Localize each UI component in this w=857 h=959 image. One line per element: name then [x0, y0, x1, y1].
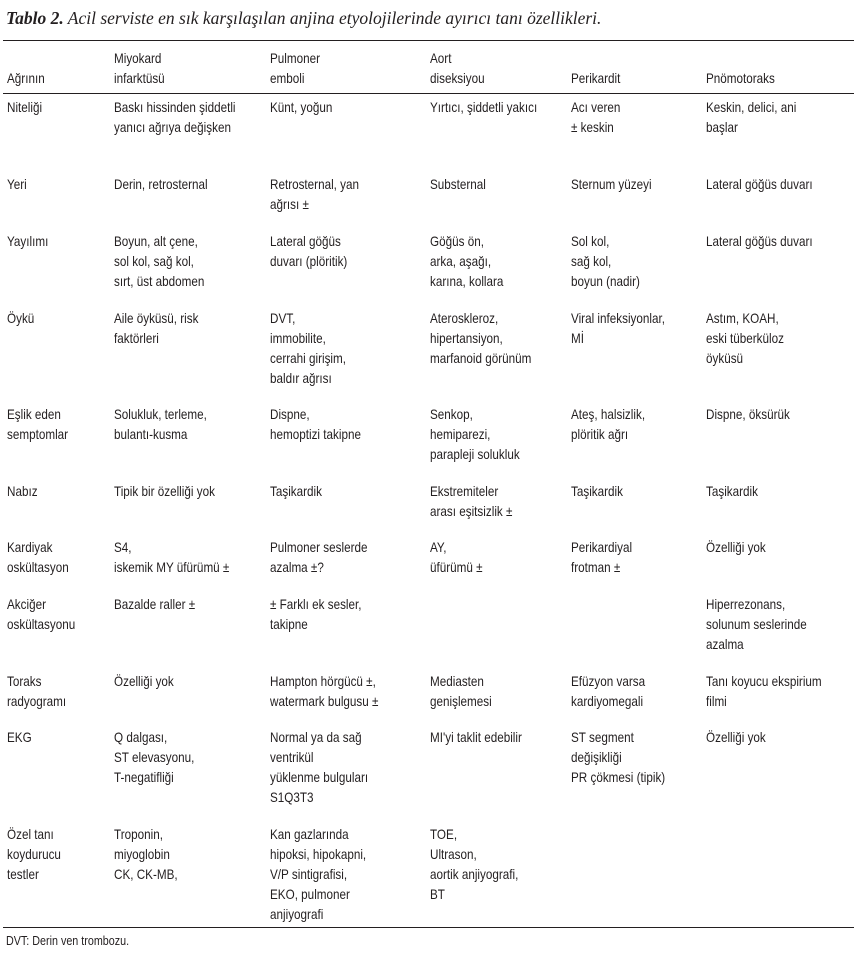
- table-cell: Normal ya da sağ ventrikül yüklenme bulguları S1Q3T3: [270, 730, 369, 805]
- row-label: Kardiyak oskültasyon: [7, 540, 69, 575]
- table-cell: Ateroskleroz, hipertansiyon, marfanoid görünüm: [430, 311, 532, 366]
- table-cell: Troponin, miyoglobin CK, CK-MB,: [114, 827, 178, 882]
- table-cell: Lateral göğüs duvarı: [706, 177, 813, 192]
- column-header-row-label: Ağrının: [7, 71, 45, 86]
- table-cell: Acı veren ± keskin: [571, 100, 621, 135]
- table-cell: ± Farklı ek sesler, takipne: [270, 597, 362, 632]
- table-cell: Pulmoner seslerde azalma ±?: [270, 540, 368, 575]
- table-cell: Efüzyon varsa kardiyomegali: [571, 674, 646, 709]
- row-label: EKG: [7, 730, 32, 745]
- table-cell: Tanı koyucu ekspirium filmi: [706, 674, 822, 709]
- table-cell: ST segment değişikliği PR çökmesi (tipik): [571, 730, 666, 785]
- table-cell: Perikardiyal frotman ±: [571, 540, 633, 575]
- row-label: Toraks radyogramı: [7, 674, 67, 709]
- column-header-aort-diseksiyou: Aort diseksiyou: [430, 51, 485, 86]
- table-cell: Taşikardik: [706, 484, 758, 499]
- table-header-rule: [3, 93, 854, 94]
- table-cell: Sternum yüzeyi: [571, 177, 652, 192]
- table-cell: MI'yi taklit edebilir: [430, 730, 522, 745]
- table-cell: Lateral göğüs duvarı: [706, 234, 813, 249]
- table-cell: Kan gazlarında hipoksi, hipokapni, V/P sintigrafisi, EKO, pulmoner anjiyografi: [270, 827, 367, 922]
- row-label: Yayılımı: [7, 234, 49, 249]
- table-cell: Hiperrezonans, solunum seslerinde azalma: [706, 597, 807, 652]
- table-cell: Göğüs ön, arka, aşağı, karına, kollara: [430, 234, 504, 289]
- table-cell: Tipik bir özelliği yok: [114, 484, 215, 499]
- table-cell: Taşikardik: [571, 484, 623, 499]
- column-header-perikardit: Perikardit: [571, 71, 621, 86]
- table-cell: Substernal: [430, 177, 486, 192]
- table-cell: Özelliği yok: [114, 674, 174, 689]
- table-cell: Lateral göğüs duvarı (plöritik): [270, 234, 348, 269]
- column-header-pnomotoraks: Pnömotoraks: [706, 71, 775, 86]
- table-cell: Solukluk, terleme, bulantı-kusma: [114, 407, 207, 442]
- table-cell: Ateş, halsizlik, plöritik ağrı: [571, 407, 646, 442]
- row-label: Özel tanı koydurucu testler: [7, 827, 61, 882]
- row-label: Niteliği: [7, 100, 43, 115]
- table-cell: DVT, immobilite, cerrahi girişim, baldır ağrısı: [270, 311, 347, 386]
- row-label: Akciğer oskültasyonu: [7, 597, 76, 632]
- table-cell: Derin, retrosternal: [114, 177, 208, 192]
- table-cell: Senkop, hemiparezi, parapleji solukluk: [430, 407, 520, 462]
- row-label: Öykü: [7, 311, 35, 326]
- table-cell: Keskin, delici, ani başlar: [706, 100, 797, 135]
- row-label: Yeri: [7, 177, 27, 192]
- table-cell: Sol kol, sağ kol, boyun (nadir): [571, 234, 640, 289]
- table-cell: Aile öyküsü, risk faktörleri: [114, 311, 199, 346]
- table-cell: Özelliği yok: [706, 540, 766, 555]
- table-cell: Dispne, hemoptizi takipne: [270, 407, 361, 442]
- row-label: Eşlik eden semptomlar: [7, 407, 69, 442]
- table-cell: Özelliği yok: [706, 730, 766, 745]
- table-cell: AY, üfürümü ±: [430, 540, 483, 575]
- table-bottom-rule: [3, 927, 854, 928]
- table-cell: Retrosternal, yan ağrısı ±: [270, 177, 360, 212]
- table-cell: Künt, yoğun: [270, 100, 333, 115]
- table-cell: Ekstremiteler arası eşitsizlik ±: [430, 484, 513, 519]
- table-top-rule: [3, 40, 854, 41]
- table-cell: Boyun, alt çene, sol kol, sağ kol, sırt, üst abdomen: [114, 234, 205, 289]
- table-footnote: DVT: Derin ven trombozu.: [6, 934, 130, 948]
- table-cell: Mediasten genişlemesi: [430, 674, 492, 709]
- row-label: Nabız: [7, 484, 38, 499]
- table-cell: S4, iskemik MY üfürümü ±: [114, 540, 230, 575]
- table-caption: [6, 8, 601, 29]
- table-cell: TOE, Ultrason, aortik anjiyografi, BT: [430, 827, 519, 902]
- table-cell: Astım, KOAH, eski tüberküloz öyküsü: [706, 311, 784, 366]
- table-cell: Bazalde raller ±: [114, 597, 196, 612]
- table-cell: Q dalgası, ST elevasyonu, T-negatifliği: [114, 730, 195, 785]
- table-cell: Taşikardik: [270, 484, 322, 499]
- column-header-miyokard-infarktusu: Miyokard infarktüsü: [114, 51, 165, 86]
- column-header-pulmoner-emboli: Pulmoner emboli: [270, 51, 321, 86]
- table-caption-text: Acil serviste en sık karşılaşılan anjina etyolojilerinde ayırıcı tanı özellikleri.: [67, 8, 602, 28]
- table-caption-label: Tablo 2.: [6, 8, 64, 28]
- table-cell: Hampton hörgücü ±, watermark bulgusu ±: [270, 674, 379, 709]
- table-cell: Yırtıcı, şiddetli yakıcı: [430, 100, 538, 115]
- table-cell: Baskı hissinden şiddetli yanıcı ağrıya değişken: [114, 100, 236, 135]
- table-cell: Dispne, öksürük: [706, 407, 790, 422]
- table-cell: Viral infeksiyonlar, Mİ: [571, 311, 666, 346]
